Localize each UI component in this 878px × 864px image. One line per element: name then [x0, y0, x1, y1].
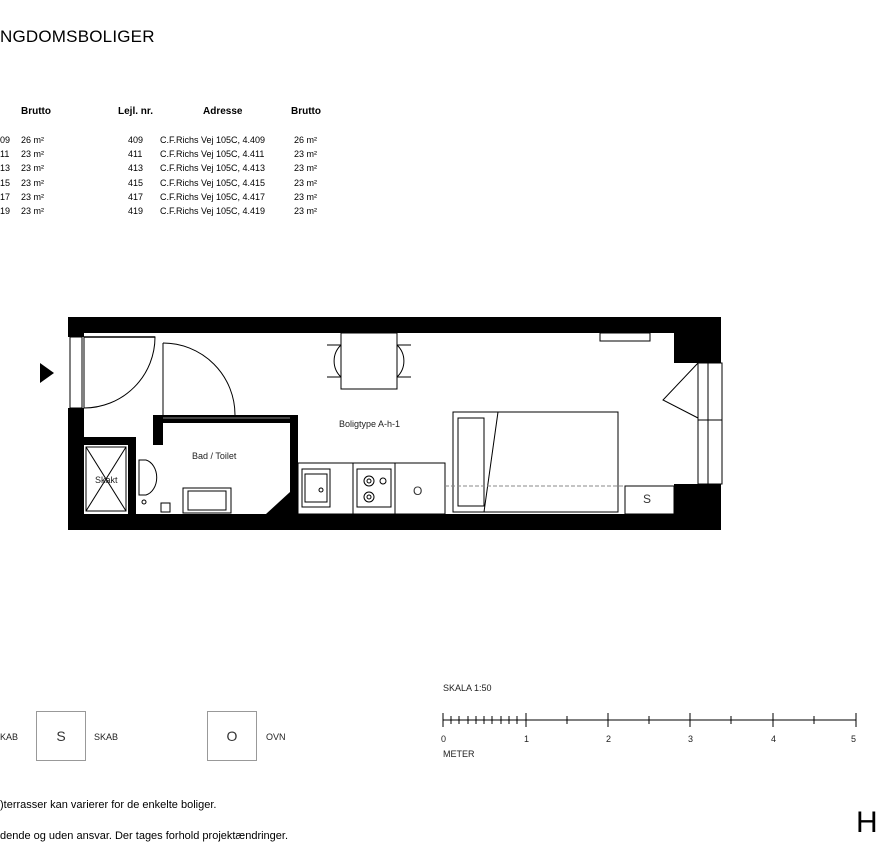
- scale-tick-label: 5: [851, 734, 857, 744]
- left-row-nr: 11: [0, 149, 10, 160]
- adresse-header: Adresse: [203, 106, 243, 117]
- scale-title: SKALA 1:50: [443, 683, 492, 693]
- row-adresse: C.F.Richs Vej 105C, 4.417: [160, 191, 266, 202]
- scale-tick-label: 2: [606, 734, 612, 744]
- row-lejl: 413: [128, 163, 144, 174]
- oven-symbol: O: [413, 484, 423, 498]
- left-row-brutto: 23 m²: [21, 163, 45, 174]
- bathroom-door: [163, 343, 290, 418]
- legend-oven-box: O: [207, 711, 257, 761]
- brutto-header: Brutto: [291, 106, 321, 117]
- left-brutto-header: Brutto: [21, 106, 51, 117]
- left-row-brutto: 23 m²: [21, 191, 45, 202]
- left-row-brutto: 26 m²: [21, 135, 45, 145]
- left-row-nr: 15: [0, 177, 11, 188]
- row-brutto: 23 m²: [294, 163, 318, 174]
- row-brutto: 26 m²: [294, 135, 318, 145]
- left-row-nr: 17: [0, 191, 11, 202]
- shaft-label: Skakt: [95, 475, 118, 485]
- row-lejl: 409: [128, 135, 144, 145]
- lejl-header: Lejl. nr.: [118, 106, 154, 117]
- legend-oven-label: OVN: [266, 732, 286, 742]
- row-lejl: 417: [128, 191, 144, 202]
- entrance-door: [70, 337, 155, 408]
- row-adresse: C.F.Richs Vej 105C, 4.411: [160, 149, 265, 160]
- left-row-nr: 19: [0, 206, 11, 216]
- cabinet-symbol: S: [643, 492, 652, 506]
- legend-cabinet-label: SKAB: [94, 732, 119, 742]
- logo-fragment: H: [856, 806, 878, 839]
- row-adresse: C.F.Richs Vej 105C, 4.409: [160, 135, 266, 145]
- left-row-brutto: 23 m²: [21, 149, 45, 160]
- left-row-brutto: 23 m²: [21, 177, 45, 188]
- scale-tick-label: 3: [688, 734, 694, 744]
- left-row-nr: 13: [0, 163, 11, 174]
- note-1: )terrasser kan varierer for de enkelte boliger.: [0, 799, 217, 811]
- row-lejl: 419: [128, 206, 144, 216]
- row-adresse: C.F.Richs Vej 105C, 4.415: [160, 177, 266, 188]
- page-title: NGDOMSBOLIGER: [0, 27, 155, 46]
- row-adresse: C.F.Richs Vej 105C, 4.413: [160, 163, 266, 174]
- toilet: [139, 460, 157, 504]
- row-adresse: C.F.Richs Vej 105C, 4.419: [160, 206, 266, 216]
- row-brutto: 23 m²: [294, 206, 318, 216]
- legend-cut-label: KAB: [0, 732, 19, 742]
- scale-tick-label: 4: [771, 734, 777, 744]
- dining-table: [327, 333, 650, 389]
- scale-tick-label: 0: [441, 734, 447, 744]
- entrance-arrow-icon: [40, 363, 54, 383]
- bath-sink: [161, 488, 231, 513]
- legend-cabinet-box: S: [36, 711, 86, 761]
- row-lejl: 415: [128, 177, 144, 188]
- bed: [453, 412, 618, 512]
- scale-bar: [443, 713, 856, 727]
- left-row-nr: 09: [0, 135, 11, 145]
- row-brutto: 23 m²: [294, 149, 318, 160]
- scale-unit: METER: [443, 749, 475, 759]
- dwelling-type-label: Boligtype A-h-1: [339, 419, 401, 429]
- bathroom-label: Bad / Toilet: [192, 451, 237, 461]
- row-lejl: 411: [128, 149, 143, 160]
- row-brutto: 23 m²: [294, 191, 318, 202]
- window: [663, 363, 722, 484]
- note-2: dende og uden ansvar. Der tages forhold projektændringer.: [0, 830, 289, 842]
- scale-tick-label: 1: [524, 734, 530, 744]
- left-row-brutto: 23 m²: [21, 206, 45, 216]
- row-brutto: 23 m²: [294, 177, 318, 188]
